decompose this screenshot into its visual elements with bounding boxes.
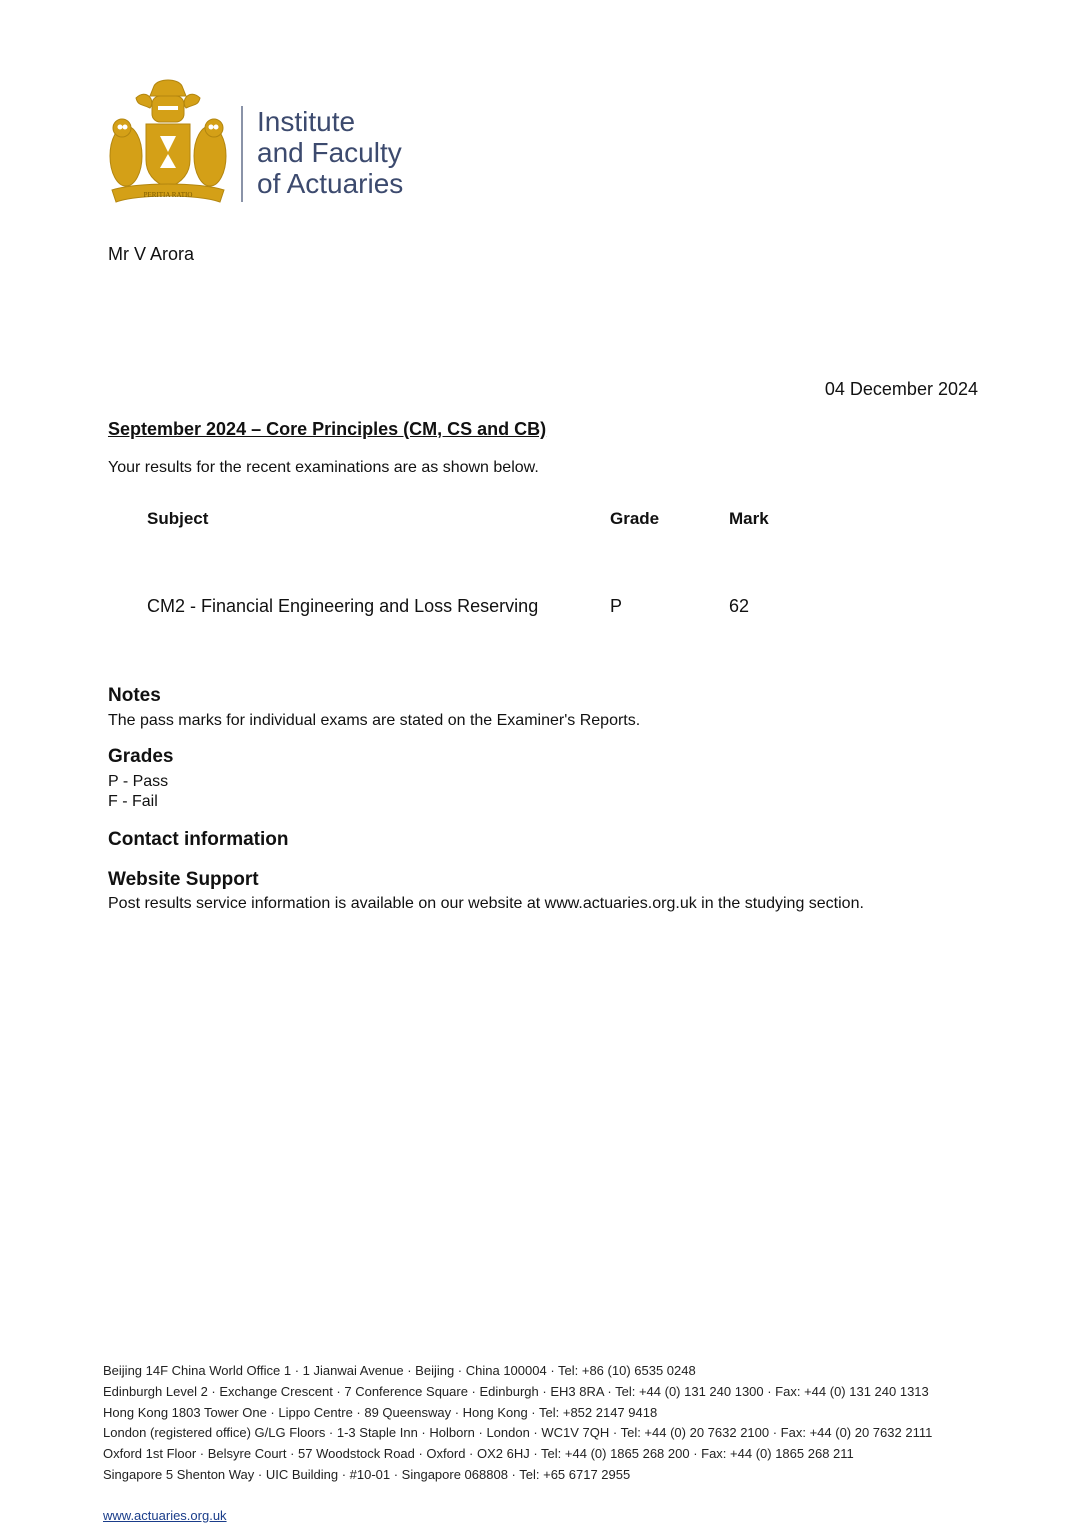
svg-text:PERITIA RATIO: PERITIA RATIO [143,191,193,199]
address-line: Beijing 14F China World Office 1 · 1 Jianwai Avenue · Beijing · China 100004 · Tel: +86 (10) 6535 0248 [103,1363,696,1378]
logo-line-1: Institute [257,106,356,137]
header-subject: Subject [147,509,209,528]
address-line: London (registered office) G/LG Floors · 1-3 Staple Inn · Holborn · London · WC1V 7QH · Tel: +44 (0) 20 7632 2100 · Fax: +44 (0) 20 7632 2111 [103,1425,933,1441]
header-grade: Grade [610,509,660,528]
address-line: Hong Kong 1803 Tower One · Lippo Centre · 89 Queensway · Hong Kong · Tel: +852 2147 9418 [103,1404,658,1420]
result-subject: CM2 - Financial Engineering and Loss Reserving [147,596,539,616]
logo-line-3: of Actuaries [257,168,404,199]
address-line: Edinburgh Level 2 · Exchange Crescent · 7 Conference Square · Edinburgh · EH3 8RA · Tel: +44 (0) 131 240 1300 · Fax: +44 (0) 131 240 1313 [103,1383,929,1399]
header-mark: Mark [729,509,769,528]
address-line: Oxford 1st Floor · Belsyre Court · 57 Woodstock Road · Oxford · OX2 6HJ · Tel: +44 (0) 1865 268 200 · Fax: +44 (0) 1865 268 211 [103,1446,854,1462]
notes-text: The pass marks for individual exams are stated on the Examiner's Reports. [108,712,641,729]
organization-name [257,106,403,199]
website-link[interactable]: www.actuaries.org.uk [103,1508,227,1523]
contact-title: Contact information [108,829,289,850]
letter-date: 04 December 2024 [824,379,978,399]
result-grade: P [610,596,623,616]
website-support-title: Website Support [108,869,259,890]
logo-line-2: and Faculty [257,137,402,168]
grade-item-fail: F - Fail [108,793,158,810]
grades-title: Grades [108,746,174,767]
letter-heading: September 2024 – Core Principles (CM, CS and CB) [108,419,547,439]
website-support-text: Post results service information is available on our website at www.actuaries.org.uk in the studying section. [108,895,864,912]
office-addresses [103,1361,932,1486]
result-mark: 62 [729,596,750,616]
coat-of-arms-icon [106,78,230,208]
grade-item-pass: P - Pass [108,773,169,790]
grades-list [108,772,168,812]
logo-divider [241,106,243,202]
organization-logo [106,78,436,210]
recipient-name: Mr V Arora [108,244,195,264]
letter-intro: Your results for the recent examinations are as shown below. [108,459,539,476]
address-line: Singapore 5 Shenton Way · UIC Building · #10-01 · Singapore 068808 · Tel: +65 6717 2955 [103,1466,631,1482]
notes-title: Notes [108,685,161,706]
